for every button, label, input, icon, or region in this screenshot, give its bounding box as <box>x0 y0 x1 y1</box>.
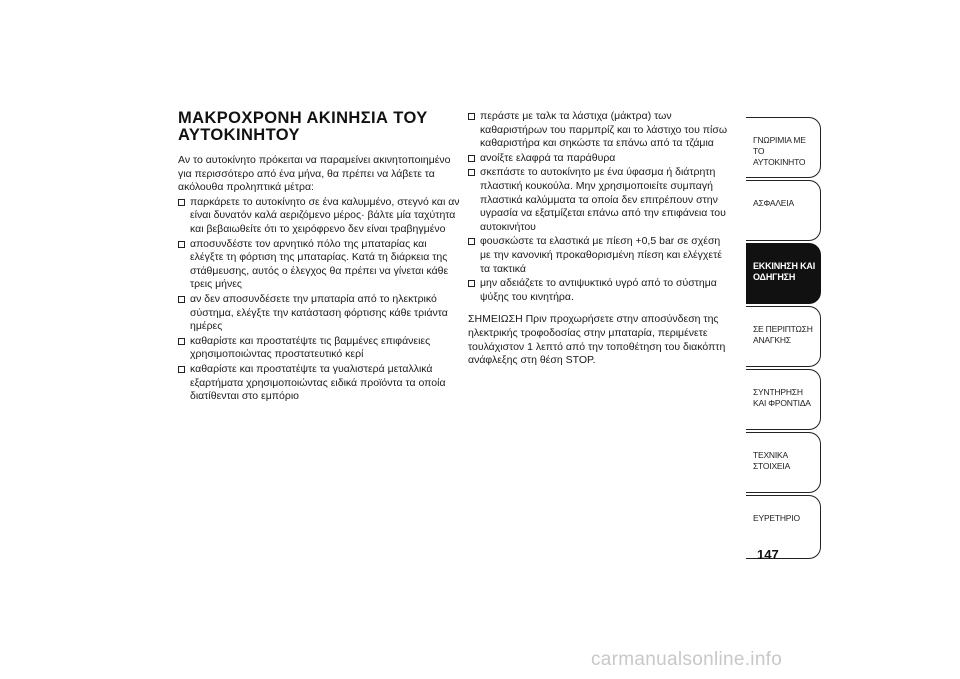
list-item-text: σκεπάστε το αυτοκίνητο με ένα ύφασμα ή διάτρητη πλαστική κουκούλα. Μην χρησιμοποιείτε συμπαγή πλαστικά καλύμματα τα οποία δεν επιτρέπουν στην υγρασία να εξατμίζεται επάνω από την επιφάνεια του αυτοκινήτου <box>480 166 726 233</box>
checkbox-bullet-icon <box>178 199 185 206</box>
tab-label: ΣΕ ΠΕΡΙΠΤΩΣΗ ΑΝΑΓΚΗΣ <box>753 324 813 345</box>
checkbox-bullet-icon <box>468 238 475 245</box>
tab-label: ΕΥΡΕΤΗΡΙΟ <box>753 513 800 523</box>
tab-label: ΤΕΧΝΙΚΑ ΣΤΟΙΧΕΙΑ <box>753 450 791 471</box>
tab-label: ΓΝΩΡΙΜΙΑ ΜΕ ΤΟ ΑΥΤΟΚΙΝΗΤΟ <box>753 135 806 167</box>
heading-line-1: ΜΑΚΡΟΧΡΟΝΗ ΑΚΙΝΗΣΙΑ ΤΟΥ <box>178 109 428 127</box>
list-item <box>468 110 733 151</box>
right-column <box>468 110 733 368</box>
checkbox-bullet-icon <box>178 366 185 373</box>
checkbox-bullet-icon <box>178 296 185 303</box>
list-item <box>468 152 733 166</box>
checkbox-bullet-icon <box>468 280 475 287</box>
page-number: 147 <box>757 547 779 562</box>
tab-maintenance[interactable] <box>746 369 821 430</box>
checkbox-bullet-icon <box>178 241 185 248</box>
list-item-text: αν δεν αποσυνδέσετε την μπαταρία από το ηλεκτρικό σύστημα, ελέγξτε την κατάσταση φόρτισης κάθε τριάντα ημέρες <box>190 292 448 333</box>
checkbox-bullet-icon <box>468 113 475 120</box>
tab-technical-data[interactable] <box>746 432 821 493</box>
list-item <box>178 196 460 237</box>
tab-safety[interactable] <box>746 180 821 241</box>
intro-paragraph: Αν το αυτοκίνητο πρόκειται να παραμείνει ακινητοποιημένο για περισσότερο από ένα μήνα, θα πρέπει να λάβετε τα ακόλουθα προληπτικά μέτρα: <box>178 154 451 194</box>
list-item-text: ανοίξτε ελαφρά τα παράθυρα <box>480 151 616 164</box>
chapter-tabs <box>746 117 821 561</box>
list-item <box>178 238 460 292</box>
list-item-text: φουσκώστε τα ελαστικά με πίεση +0,5 bar σε σχέση με την κανονική προκαθορισμένη πίεση και ελέγχετέ τα τακτικά <box>480 235 722 275</box>
tab-label: ΣΥΝΤΗΡΗΣΗ ΚΑΙ ΦΡΟΝΤΙΔΑ <box>753 387 811 408</box>
heading-line-2: ΑΥΤΟΚΙΝΗΤΟΥ <box>178 125 300 144</box>
checkbox-bullet-icon <box>178 338 185 345</box>
list-item-text: περάστε με ταλκ τα λάστιχα (μάκτρα) των καθαριστήρων του παρμπρίζ και το λάστιχο του πίσω καθαριστήρα και σηκώστε τα επάνω από τα τζάμια <box>480 110 728 150</box>
list-item-text: μην αδειάζετε το αντιψυκτικό υγρό από το σύστημα ψύξης του κινητήρα. <box>480 277 717 303</box>
tab-starting-driving[interactable] <box>746 243 821 304</box>
tab-label: ΑΣΦΑΛΕΙΑ <box>753 198 794 208</box>
note-paragraph: ΣΗΜΕΙΩΣΗ Πριν προχωρήσετε στην αποσύνδεση της ηλεκτρικής τροφοδοσίας στην μπαταρία, περιμένετε τουλάχιστον 1 λεπτό από την τοποθέτηση του διακόπτη ανάφλεξης στη θέση STOP. <box>468 313 726 367</box>
list-item-text: καθαρίστε και προστατέψτε τις βαμμένες επιφάνειες χρησιμοποιώντας προστατευτικό κερί <box>190 334 431 361</box>
checkbox-bullet-icon <box>468 155 475 162</box>
tab-label: ΕΚΚΙΝΗΣΗ ΚΑΙ ΟΔΗΓΗΣΗ <box>753 261 816 282</box>
list-item <box>178 335 460 362</box>
list-item <box>468 235 733 276</box>
list-item <box>468 277 733 304</box>
watermark: carmanualsonline.info <box>591 649 783 670</box>
checkbox-bullet-icon <box>468 169 475 176</box>
list-item-text: παρκάρετε το αυτοκίνητο σε ένα καλυμμένο, στεγνό και αν είναι δυνατόν καλά αεριζόμενο μέρος· βάλτε μία ταχύτητα και βεβαιωθείτε ότι το χειρόφρενο δεν είναι τραβηγμένο <box>190 195 460 235</box>
list-item-text: καθαρίστε και προστατέψτε τα γυαλιστερά μεταλλικά εξαρτήματα χρησιμοποιώντας ειδικά προϊόντα τα οποία διατίθενται στο εμπόριο <box>190 362 446 403</box>
tab-emergency[interactable] <box>746 306 821 367</box>
list-item <box>178 293 460 334</box>
section-heading <box>178 110 460 143</box>
list-item <box>178 363 460 404</box>
left-column <box>178 110 460 405</box>
list-item-text: αποσυνδέστε τον αρνητικό πόλο της μπαταρίας και ελέγξτε τη φόρτιση της μπαταρίας. Κατά τη διάρκεια της στάθμευσης, αυτός ο έλεγχος θα πρέπει να γίνεται κάθε τρεις μήνες <box>190 237 449 291</box>
tab-getting-to-know[interactable] <box>746 117 821 178</box>
list-item <box>468 166 733 234</box>
